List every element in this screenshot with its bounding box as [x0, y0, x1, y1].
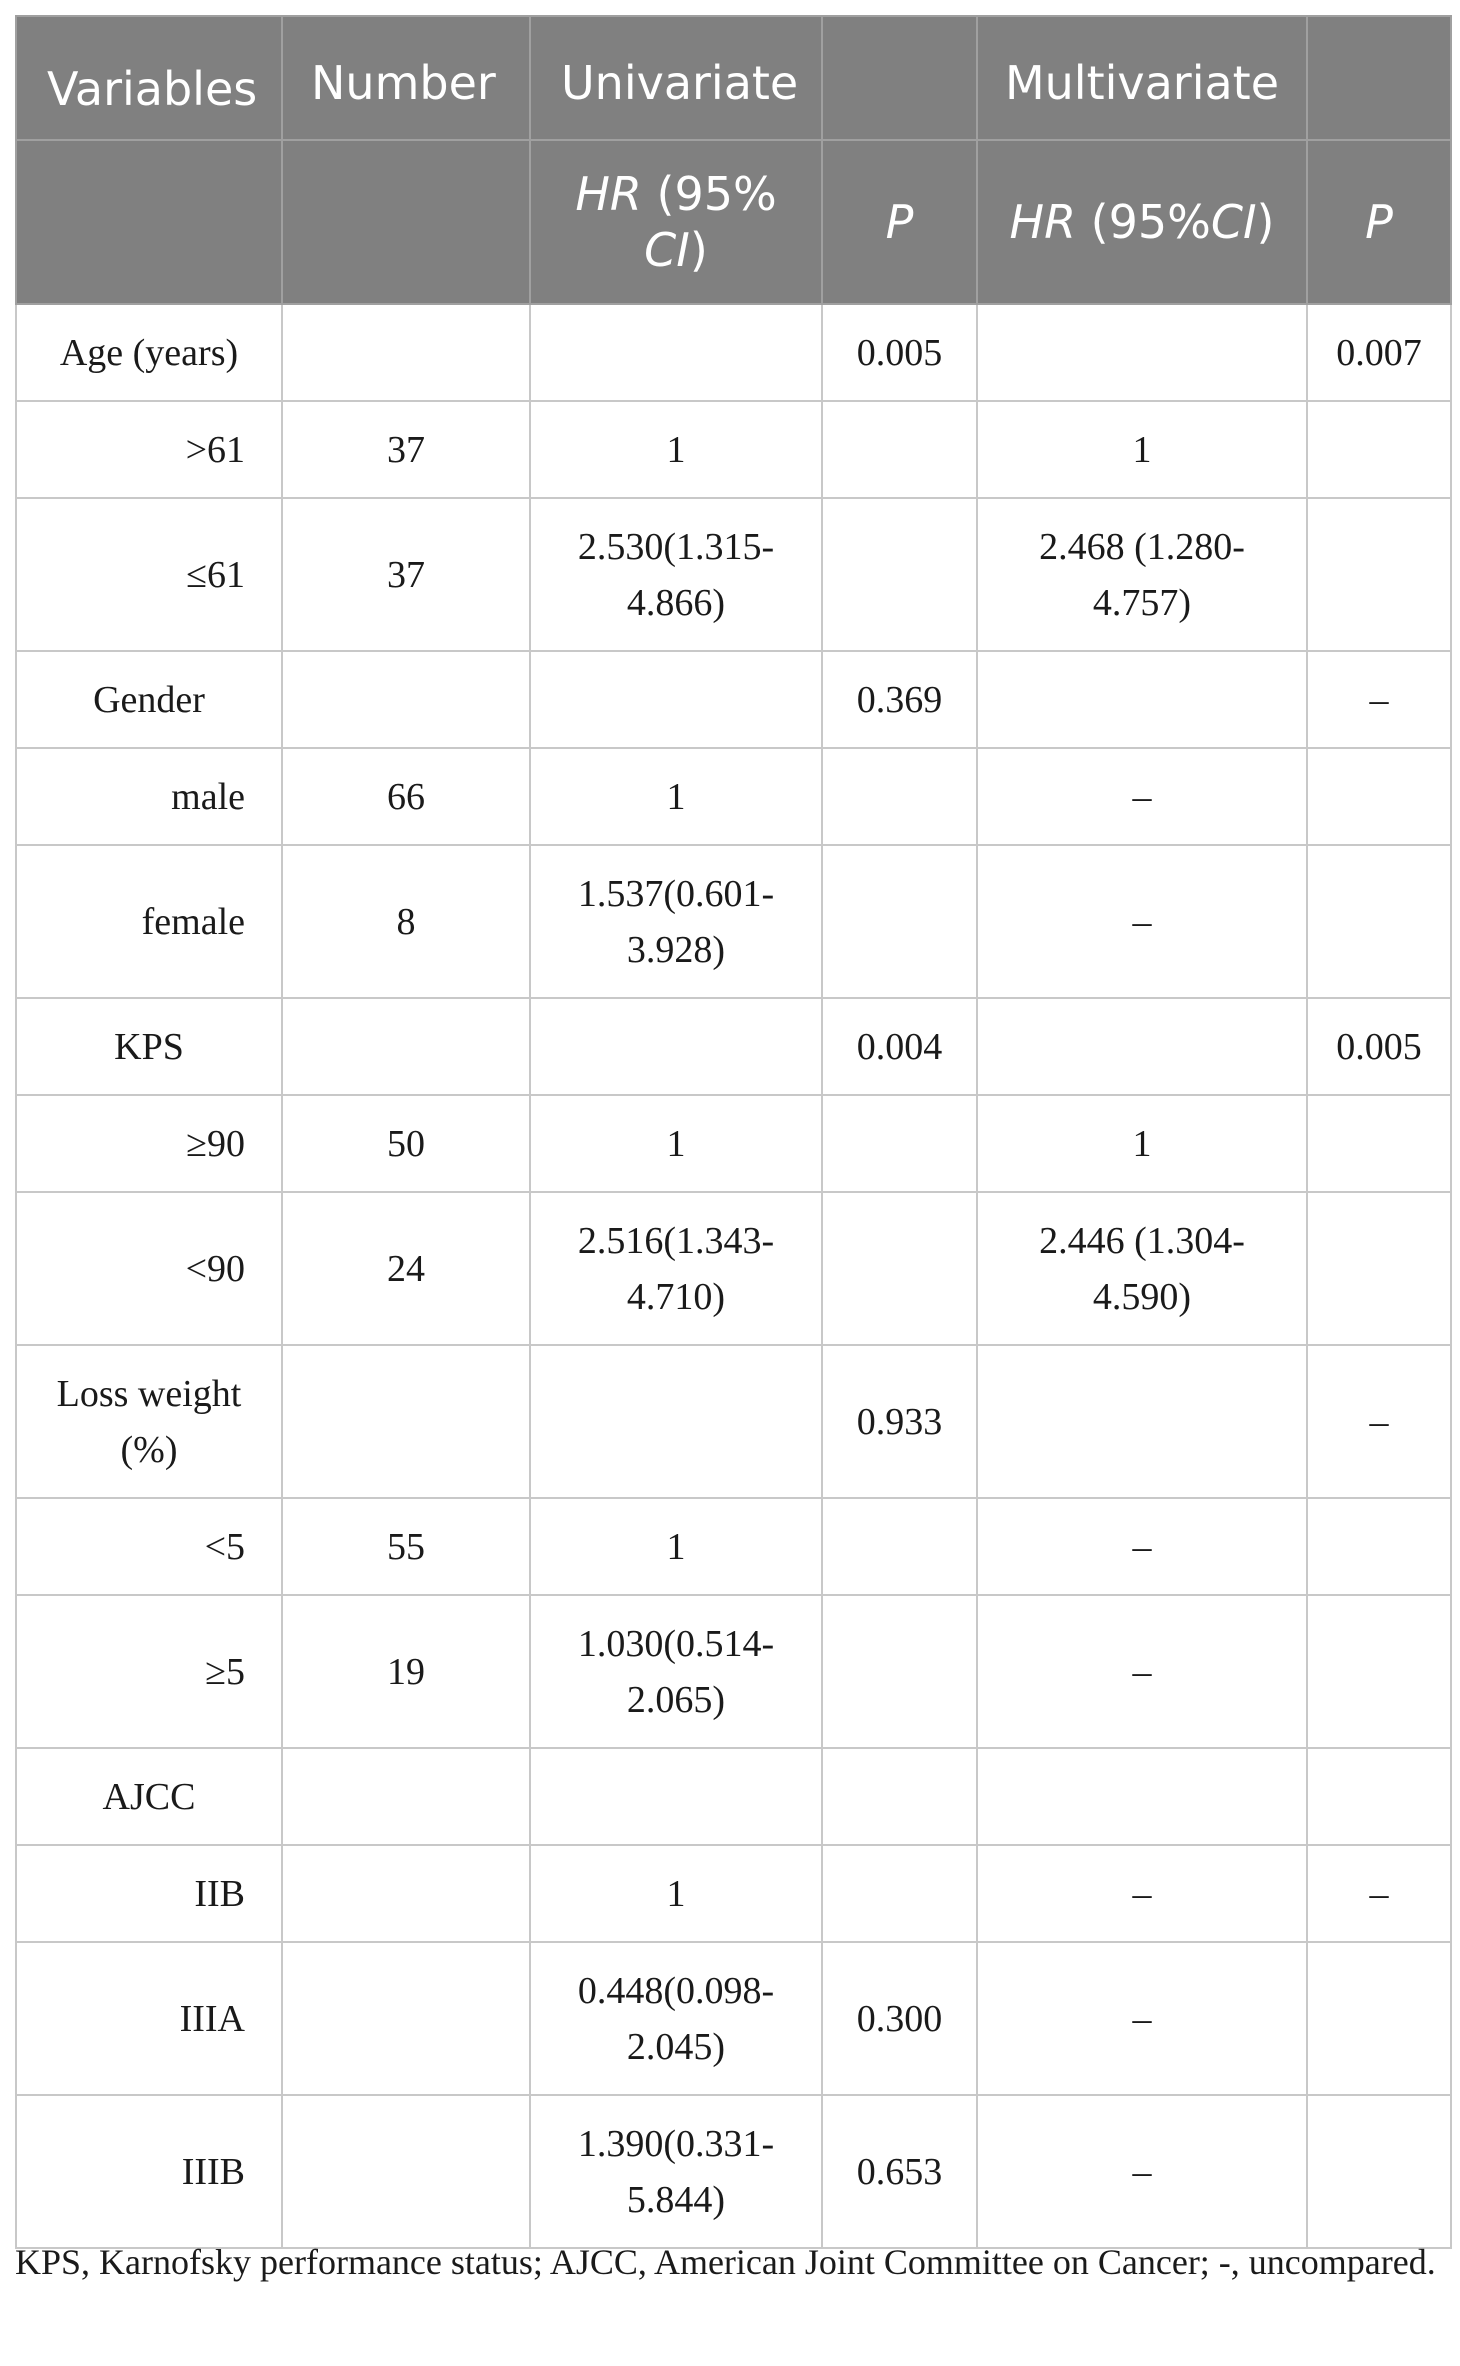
cell-variable: KPS — [16, 998, 282, 1095]
cell-multi-p — [1307, 1942, 1451, 2095]
cell-uni-p: 0.300 — [822, 1942, 977, 2095]
table-row — [16, 304, 1451, 401]
cell-uni-p — [822, 1095, 977, 1192]
header-multi-hr: HR (95%CI) — [977, 140, 1307, 304]
cell-uni-p — [822, 1498, 977, 1595]
cell-number: 24 — [282, 1192, 530, 1345]
cell-uni-p — [822, 401, 977, 498]
cell-uni-hr: 1 — [530, 1095, 822, 1192]
cell-number: 19 — [282, 1595, 530, 1748]
header-multivariate: Multivariate — [977, 16, 1307, 140]
cell-variable: Loss weight (%) — [16, 1345, 282, 1498]
cell-multi-p: 0.005 — [1307, 998, 1451, 1095]
table-row — [16, 998, 1451, 1095]
cell-uni-p — [822, 498, 977, 651]
cell-multi-hr — [977, 651, 1307, 748]
cell-multi-p — [1307, 401, 1451, 498]
cell-multi-p — [1307, 748, 1451, 845]
header-uni-hr: HR (95% CI) — [530, 140, 822, 304]
header-multi-p: P — [1307, 140, 1451, 304]
cell-number: 66 — [282, 748, 530, 845]
table-row — [16, 748, 1451, 845]
table-row — [16, 651, 1451, 748]
table-row — [16, 498, 1451, 651]
cell-uni-p — [822, 748, 977, 845]
cell-number: 37 — [282, 498, 530, 651]
cell-uni-hr: 1 — [530, 1498, 822, 1595]
cell-multi-hr: – — [977, 1845, 1307, 1942]
cell-number — [282, 1942, 530, 2095]
cell-variable: female — [16, 845, 282, 998]
cell-multi-hr: 1 — [977, 401, 1307, 498]
cell-multi-hr: 2.446 (1.304- 4.590) — [977, 1192, 1307, 1345]
cell-uni-p — [822, 1192, 977, 1345]
cell-variable: ≥5 — [16, 1595, 282, 1748]
hazard-ratio-table — [15, 15, 1452, 2249]
cell-number: 8 — [282, 845, 530, 998]
cell-variable: >61 — [16, 401, 282, 498]
cell-number: 55 — [282, 1498, 530, 1595]
header-empty-3 — [16, 140, 282, 304]
cell-multi-hr — [977, 1748, 1307, 1845]
table-row — [16, 1192, 1451, 1345]
cell-number — [282, 1345, 530, 1498]
cell-multi-hr: – — [977, 1942, 1307, 2095]
cell-uni-p: 0.004 — [822, 998, 977, 1095]
cell-multi-hr: – — [977, 748, 1307, 845]
cell-multi-p: – — [1307, 651, 1451, 748]
cell-multi-hr: 2.468 (1.280- 4.757) — [977, 498, 1307, 651]
cell-uni-p — [822, 1595, 977, 1748]
table-row — [16, 401, 1451, 498]
header-row-2 — [16, 140, 1451, 304]
cell-number — [282, 2095, 530, 2248]
cell-uni-hr: 1 — [530, 401, 822, 498]
header-empty-2 — [1307, 16, 1451, 140]
cell-variable: <5 — [16, 1498, 282, 1595]
cell-number — [282, 1845, 530, 1942]
table-row — [16, 1748, 1451, 1845]
cell-multi-hr: – — [977, 845, 1307, 998]
cell-multi-p: 0.007 — [1307, 304, 1451, 401]
table-row — [16, 2095, 1451, 2248]
table-row — [16, 1095, 1451, 1192]
cell-multi-p: – — [1307, 1345, 1451, 1498]
header-row-1 — [16, 16, 1451, 140]
cell-uni-p — [822, 1748, 977, 1845]
cell-multi-p — [1307, 845, 1451, 998]
cell-multi-p — [1307, 1095, 1451, 1192]
cell-multi-hr: – — [977, 1595, 1307, 1748]
cell-variable: Age (years) — [16, 304, 282, 401]
cell-number: 50 — [282, 1095, 530, 1192]
table-row — [16, 1498, 1451, 1595]
cell-uni-hr: 1 — [530, 1845, 822, 1942]
cell-multi-p — [1307, 2095, 1451, 2248]
cell-uni-hr: 2.516(1.343- 4.710) — [530, 1192, 822, 1345]
cell-multi-hr — [977, 304, 1307, 401]
header-empty-4 — [282, 140, 530, 304]
cell-multi-hr: – — [977, 1498, 1307, 1595]
cell-number — [282, 304, 530, 401]
cell-multi-hr: 1 — [977, 1095, 1307, 1192]
cell-number — [282, 998, 530, 1095]
header-number: Number — [282, 16, 530, 140]
cell-variable: <90 — [16, 1192, 282, 1345]
cell-uni-p — [822, 1845, 977, 1942]
cell-variable: IIIB — [16, 2095, 282, 2248]
cell-uni-hr — [530, 304, 822, 401]
table-row — [16, 845, 1451, 998]
cell-uni-hr: 1.390(0.331- 5.844) — [530, 2095, 822, 2248]
cell-multi-hr — [977, 998, 1307, 1095]
cell-number — [282, 651, 530, 748]
cell-variable: IIIA — [16, 1942, 282, 2095]
cell-variable: ≤61 — [16, 498, 282, 651]
header-univariate: Univariate — [530, 16, 822, 140]
cell-uni-p: 0.005 — [822, 304, 977, 401]
cell-uni-p: 0.653 — [822, 2095, 977, 2248]
cell-number — [282, 1748, 530, 1845]
cell-variable: AJCC — [16, 1748, 282, 1845]
cell-uni-hr: 0.448(0.098- 2.045) — [530, 1942, 822, 2095]
cell-multi-hr — [977, 1345, 1307, 1498]
table-row — [16, 1845, 1451, 1942]
table-row — [16, 1345, 1451, 1498]
cell-multi-hr: – — [977, 2095, 1307, 2248]
table-row — [16, 1942, 1451, 2095]
header-empty-1 — [822, 16, 977, 140]
cell-uni-hr: 2.530(1.315- 4.866) — [530, 498, 822, 651]
cell-uni-hr — [530, 1748, 822, 1845]
cell-uni-hr — [530, 998, 822, 1095]
header-variables: Variables — [16, 16, 282, 140]
cell-multi-p — [1307, 1595, 1451, 1748]
cell-multi-p — [1307, 1192, 1451, 1345]
cell-uni-hr: 1 — [530, 748, 822, 845]
cell-variable: male — [16, 748, 282, 845]
header-uni-p: P — [822, 140, 977, 304]
cell-uni-p — [822, 845, 977, 998]
cell-uni-hr — [530, 1345, 822, 1498]
cell-uni-p: 0.933 — [822, 1345, 977, 1498]
table-footnote: KPS, Karnofsky performance status; AJCC, American Joint Committee on Cancer; -, uncompared. — [15, 2242, 1436, 2282]
cell-variable: ≥90 — [16, 1095, 282, 1192]
cell-multi-p — [1307, 498, 1451, 651]
cell-variable: IIB — [16, 1845, 282, 1942]
cell-variable: Gender — [16, 651, 282, 748]
cell-uni-hr: 1.537(0.601- 3.928) — [530, 845, 822, 998]
cell-uni-hr: 1.030(0.514- 2.065) — [530, 1595, 822, 1748]
cell-uni-hr — [530, 651, 822, 748]
cell-multi-p — [1307, 1748, 1451, 1845]
cell-uni-p: 0.369 — [822, 651, 977, 748]
table-row — [16, 1595, 1451, 1748]
table-container — [15, 15, 1450, 2249]
cell-number: 37 — [282, 401, 530, 498]
cell-multi-p — [1307, 1498, 1451, 1595]
cell-multi-p: – — [1307, 1845, 1451, 1942]
